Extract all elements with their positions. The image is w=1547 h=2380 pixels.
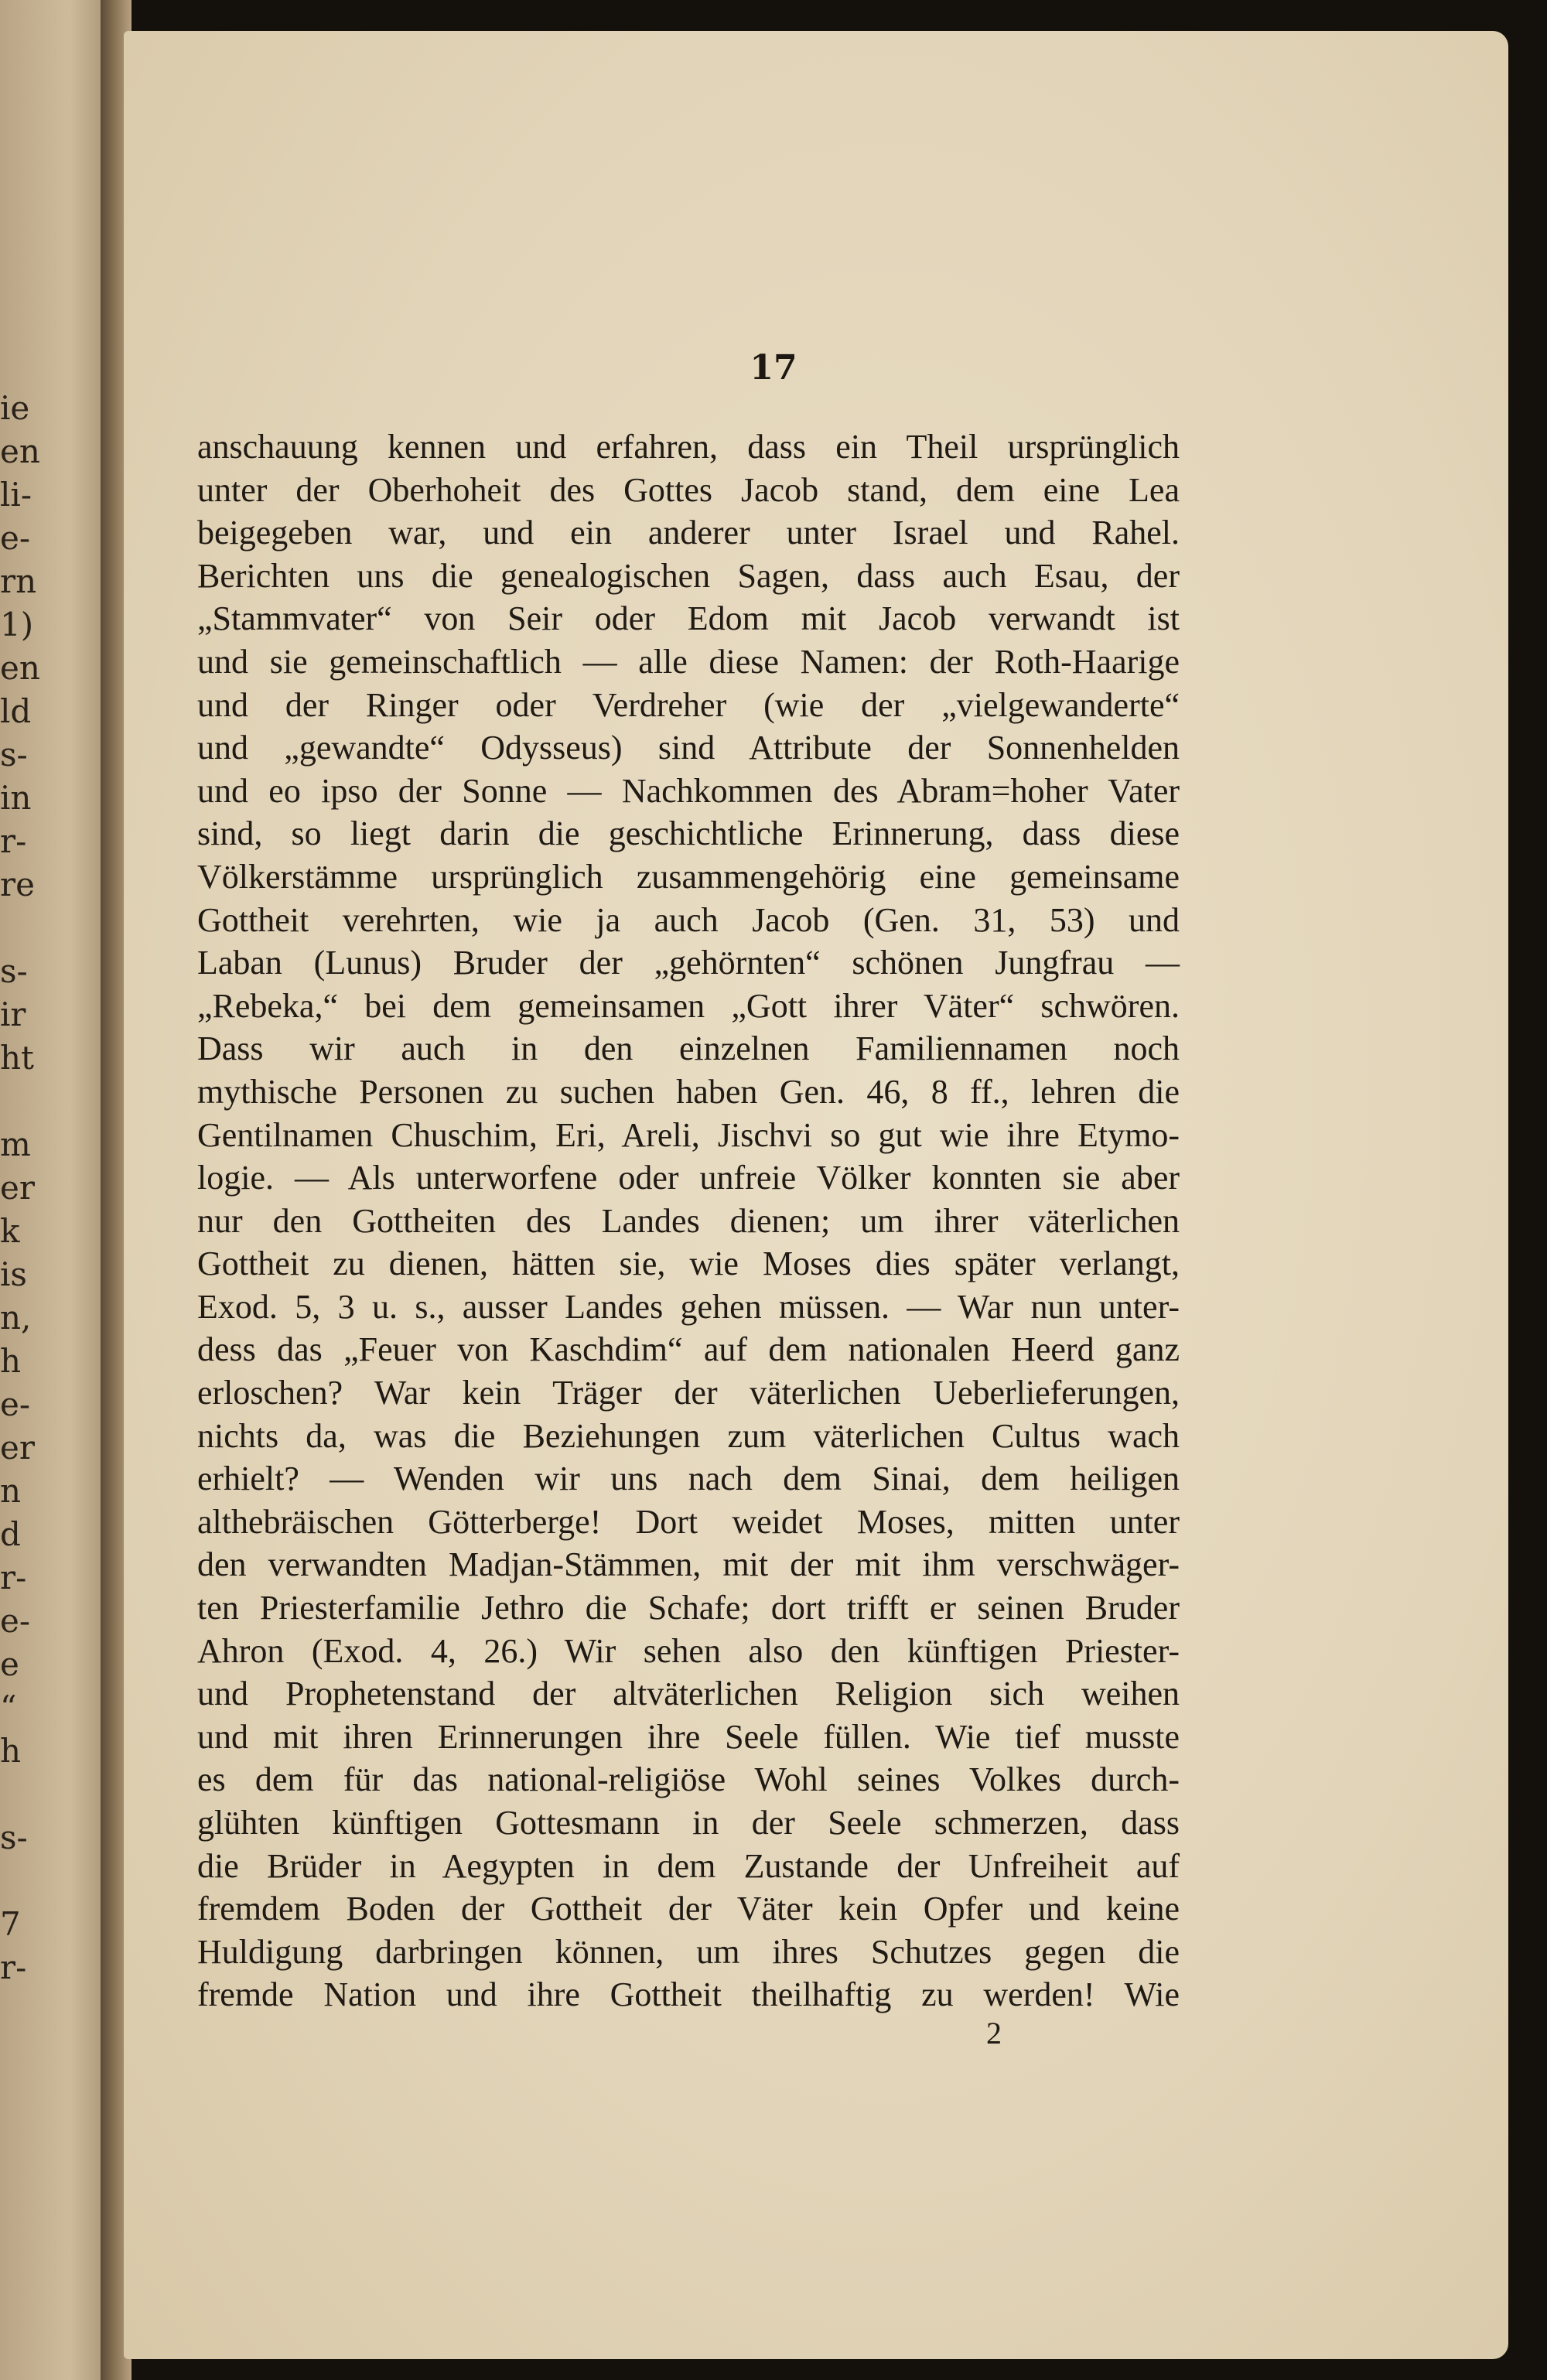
text-line: „Stammvater“ von Seir oder Edom mit Jacob verwandt ist [197, 599, 1180, 638]
previous-page-fragment: e- [0, 1385, 31, 1423]
previous-page-fragment [0, 907, 46, 950]
text-line: und sie gemeinschaftlich — alle diese Namen: der Roth-Haarige [197, 642, 1180, 681]
text-line: anschauung kennen und erfahren, dass ein Theil ursprünglich [197, 428, 1180, 466]
text-line: Berichten uns die genealogischen Sagen, dass auch Esau, der [197, 556, 1180, 595]
previous-page-fragment: ht [0, 1039, 34, 1077]
previous-page-fragment: er [0, 1429, 35, 1467]
text-line: und „gewandte“ Odysseus) sind Attribute der Sonnenhelden [197, 729, 1180, 767]
previous-page-fragment: “ [0, 1689, 17, 1726]
previous-page-fragment: er [0, 1169, 35, 1207]
text-line: erloschen? War kein Träger der väterlichen Ueberlieferungen, [197, 1374, 1180, 1412]
previous-page-fragment: r- [0, 1948, 27, 1986]
text-line: althebräischen Götterberge! Dort weidet Moses, mitten unter [197, 1502, 1180, 1541]
text-line: glühten künftigen Gottesmann in der Seele schmerzen, dass [197, 1804, 1180, 1842]
text-line: Gottheit zu dienen, hätten sie, wie Moses dies später verlangt, [197, 1245, 1180, 1283]
text-line: erhielt? — Wenden wir uns nach dem Sinai, dem heiligen [197, 1460, 1180, 1498]
previous-page-fragment: h [0, 1342, 22, 1380]
previous-page-fragment: h [0, 1732, 22, 1770]
text-line: nur den Gottheiten des Landes dienen; um ihrer väterlichen [197, 1201, 1180, 1240]
text-line: den verwandten Madjan-Stämmen, mit der mit ihm verschwäger- [197, 1545, 1180, 1584]
previous-page-fragment: n [0, 1472, 22, 1510]
previous-page-fragment: r- [0, 1559, 27, 1596]
previous-page-fragment: ir [0, 995, 26, 1033]
previous-page-fragment: e- [0, 519, 31, 557]
previous-page-fragment: n, [0, 1299, 32, 1337]
previous-page-fragment: 7 [0, 1905, 21, 1943]
text-line: Völkerstämme ursprünglich zusammengehörig eine gemeinsame [197, 857, 1180, 896]
previous-page-fragment: s- [0, 1818, 28, 1856]
text-line: Gentilnamen Chuschim, Eri, Areli, Jischvi so gut wie ihre Etymo- [197, 1115, 1180, 1154]
text-line: ten Priesterfamilie Jethro die Schafe; dort trifft er seinen Bruder [197, 1589, 1180, 1627]
text-line: fremde Nation und ihre Gottheit theilhaftig zu werden! Wie [197, 1975, 1180, 2014]
previous-page-fragment: en [0, 432, 40, 470]
text-line: sind, so liegt darin die geschichtliche Erinnerung, dass diese [197, 814, 1180, 853]
text-line: Huldigung darbringen können, um ihres Schutzes gegen die [197, 1932, 1180, 1971]
text-line: Exod. 5, 3 u. s., ausser Landes gehen müssen. — War nun unter- [197, 1287, 1180, 1326]
previous-page-fragment [0, 1773, 46, 1816]
previous-page-fragment: is [0, 1255, 27, 1293]
text-line: Gottheit verehrten, wie ja auch Jacob (Gen. 31, 53) und [197, 900, 1180, 939]
text-line: und eo ipso der Sonne — Nachkommen des Abram=hoher Vater [197, 771, 1180, 810]
previous-page-fragment [0, 1080, 46, 1123]
text-line: „Rebeka,“ bei dem gemeinsamen „Gott ihrer Väter“ schwören. [197, 986, 1180, 1025]
text-line: die Brüder in Aegypten in dem Zustande der Unfreiheit auf [197, 1846, 1180, 1885]
text-line: Dass wir auch in den einzelnen Familiennamen noch [197, 1030, 1180, 1068]
previous-page-fragment: 1) [0, 606, 34, 644]
previous-page-fragment: m [0, 1125, 31, 1163]
text-line: unter der Oberhoheit des Gottes Jacob stand, dem eine Lea [197, 470, 1180, 509]
page-number: 17 [750, 348, 797, 388]
text-line: fremdem Boden der Gottheit der Väter kein Opfer und keine [197, 1890, 1180, 1928]
previous-page-fragment: en [0, 649, 40, 687]
text-line: Ahron (Exod. 4, 26.) Wir sehen also den künftigen Priester- [197, 1631, 1180, 1670]
previous-page-fragment: e- [0, 1602, 31, 1640]
previous-page-fragment: r- [0, 822, 27, 860]
text-line: mythische Personen zu suchen haben Gen. 46, 8 ff., lehren die [197, 1072, 1180, 1111]
text-line: und der Ringer oder Verdreher (wie der „vielgewanderte“ [197, 685, 1180, 724]
text-line: nichts da, was die Beziehungen zum väterlichen Cultus wach [197, 1416, 1180, 1455]
text-line: und mit ihren Erinnerungen ihre Seele füllen. Wie tief musste [197, 1717, 1180, 1756]
text-line: es dem für das national-religiöse Wohl seines Volkes durch- [197, 1760, 1180, 1799]
previous-page-fragment: ld [0, 692, 32, 730]
previous-page-fragment: li- [0, 476, 32, 514]
previous-page-fragment: d [0, 1515, 21, 1553]
text-line: und Prophetenstand der altväterlichen Religion sich weihen [197, 1675, 1180, 1713]
previous-page-fragment: in [0, 779, 32, 817]
previous-page-fragment: ie [0, 389, 30, 427]
text-line: beigegeben war, und ein anderer unter Israel und Rahel. [197, 514, 1180, 552]
previous-page-fragment: s- [0, 952, 28, 990]
previous-page-text-fragments [0, 387, 46, 1989]
previous-page-fragment: s- [0, 736, 28, 773]
previous-page-fragment: k [0, 1212, 20, 1250]
previous-page-fragment: re [0, 866, 35, 903]
text-line: dess das „Feuer von Kaschdim“ auf dem nationalen Heerd ganz [197, 1330, 1180, 1369]
body-text [197, 425, 1180, 2016]
previous-page-fragment: e [0, 1645, 19, 1683]
text-line: logie. — Als unterworfene oder unfreie Völker konnten sie aber [197, 1159, 1180, 1197]
signature-mark: 2 [986, 2016, 1002, 2050]
previous-page-fragment: rn [0, 562, 37, 600]
text-line: Laban (Lunus) Bruder der „gehörnten“ schönen Jungfrau — [197, 944, 1180, 982]
previous-page-fragment [0, 1859, 46, 1903]
